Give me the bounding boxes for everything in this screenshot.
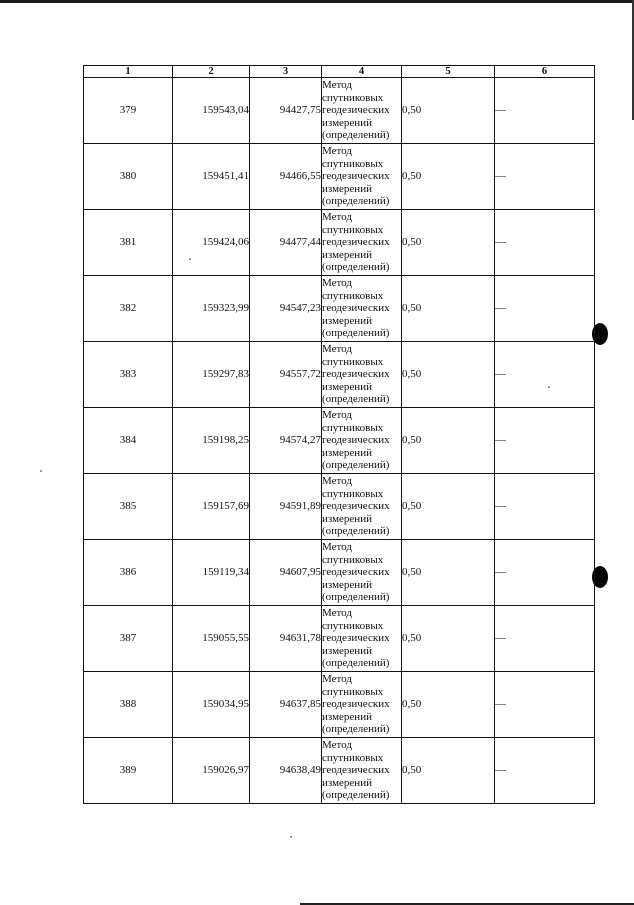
coordinate-y: 94637,85 — [250, 672, 322, 738]
method-cell — [322, 78, 402, 144]
accuracy-value: 0,50 — [402, 672, 495, 738]
table-row — [84, 210, 595, 276]
method-cell — [322, 408, 402, 474]
coordinate-x: 159451,41 — [173, 144, 250, 210]
coordinate-x: 159157,69 — [173, 474, 250, 540]
note-dash: — — [495, 144, 595, 210]
table-row — [84, 276, 595, 342]
table-row — [84, 540, 595, 606]
table-row — [84, 672, 595, 738]
coordinate-y: 94631,78 — [250, 606, 322, 672]
accuracy-value: 0,50 — [402, 342, 495, 408]
method-text: Метод спутниковых геодезических измерений (определений) — [322, 541, 390, 604]
coordinate-y: 94547,23 — [250, 276, 322, 342]
accuracy-value: 0,50 — [402, 276, 495, 342]
method-text: Метод спутниковых геодезических измерений (определений) — [322, 343, 390, 406]
accuracy-value: 0,50 — [402, 144, 495, 210]
note-dash: — — [495, 342, 595, 408]
note-dash: — — [495, 606, 595, 672]
note-dash: — — [495, 540, 595, 606]
point-number: 379 — [84, 78, 173, 144]
accuracy-value: 0,50 — [402, 78, 495, 144]
column-header: 6 — [495, 66, 595, 78]
coordinate-y: 94638,49 — [250, 738, 322, 804]
coordinate-x: 159198,25 — [173, 408, 250, 474]
point-number: 384 — [84, 408, 173, 474]
method-cell — [322, 276, 402, 342]
scan-speck — [290, 836, 292, 838]
table-row — [84, 606, 595, 672]
coordinate-x: 159055,55 — [173, 606, 250, 672]
accuracy-value: 0,50 — [402, 474, 495, 540]
scan-top-edge — [0, 0, 634, 3]
coordinate-x: 159297,83 — [173, 342, 250, 408]
note-dash: — — [495, 474, 595, 540]
method-cell — [322, 342, 402, 408]
coordinate-y: 94477,44 — [250, 210, 322, 276]
point-number: 388 — [84, 672, 173, 738]
method-cell — [322, 210, 402, 276]
method-cell — [322, 540, 402, 606]
point-number: 383 — [84, 342, 173, 408]
point-number: 382 — [84, 276, 173, 342]
method-text: Метод спутниковых геодезических измерений (определений) — [322, 277, 390, 340]
coordinate-y: 94466,55 — [250, 144, 322, 210]
point-number: 385 — [84, 474, 173, 540]
note-dash: — — [495, 78, 595, 144]
accuracy-value: 0,50 — [402, 540, 495, 606]
coordinate-x: 159026,97 — [173, 738, 250, 804]
point-number: 389 — [84, 738, 173, 804]
method-text: Метод спутниковых геодезических измерений (определений) — [322, 211, 390, 274]
accuracy-value: 0,50 — [402, 738, 495, 804]
table-row — [84, 342, 595, 408]
column-header: 5 — [402, 66, 495, 78]
method-cell — [322, 738, 402, 804]
coordinate-y: 94574,27 — [250, 408, 322, 474]
method-text: Метод спутниковых геодезических измерений (определений) — [322, 145, 390, 208]
coordinate-x: 159119,34 — [173, 540, 250, 606]
column-header: 3 — [250, 66, 322, 78]
table-header-row — [84, 66, 595, 78]
note-dash: — — [495, 738, 595, 804]
method-text: Метод спутниковых геодезических измерений (определений) — [322, 409, 390, 472]
coordinates-table — [83, 65, 595, 804]
coordinate-y: 94557,72 — [250, 342, 322, 408]
method-text: Метод спутниковых геодезических измерений (определений) — [322, 475, 390, 538]
coordinate-x: 159034,95 — [173, 672, 250, 738]
point-number: 381 — [84, 210, 173, 276]
table-row — [84, 144, 595, 210]
method-text: Метод спутниковых геодезических измерений (определений) — [322, 607, 390, 670]
table-row — [84, 408, 595, 474]
method-cell — [322, 474, 402, 540]
accuracy-value: 0,50 — [402, 408, 495, 474]
scan-speck — [40, 470, 42, 472]
note-dash: — — [495, 408, 595, 474]
method-cell — [322, 606, 402, 672]
table-row — [84, 738, 595, 804]
accuracy-value: 0,50 — [402, 606, 495, 672]
accuracy-value: 0,50 — [402, 210, 495, 276]
method-text: Метод спутниковых геодезических измерений (определений) — [322, 79, 390, 142]
method-cell — [322, 144, 402, 210]
coordinate-x: 159323,99 — [173, 276, 250, 342]
point-number: 387 — [84, 606, 173, 672]
coordinate-x: 159543,04 — [173, 78, 250, 144]
column-header: 1 — [84, 66, 173, 78]
point-number: 380 — [84, 144, 173, 210]
point-number: 386 — [84, 540, 173, 606]
table-row — [84, 474, 595, 540]
coordinate-y: 94607,95 — [250, 540, 322, 606]
coordinate-y: 94591,89 — [250, 474, 322, 540]
note-dash: — — [495, 210, 595, 276]
coordinate-x: 159424,06 — [173, 210, 250, 276]
method-cell — [322, 672, 402, 738]
coordinate-y: 94427,75 — [250, 78, 322, 144]
note-dash: — — [495, 672, 595, 738]
table-row — [84, 78, 595, 144]
note-dash: — — [495, 276, 595, 342]
method-text: Метод спутниковых геодезических измерений (определений) — [322, 673, 390, 736]
column-header: 2 — [173, 66, 250, 78]
method-text: Метод спутниковых геодезических измерений (определений) — [322, 739, 390, 802]
column-header: 4 — [322, 66, 402, 78]
